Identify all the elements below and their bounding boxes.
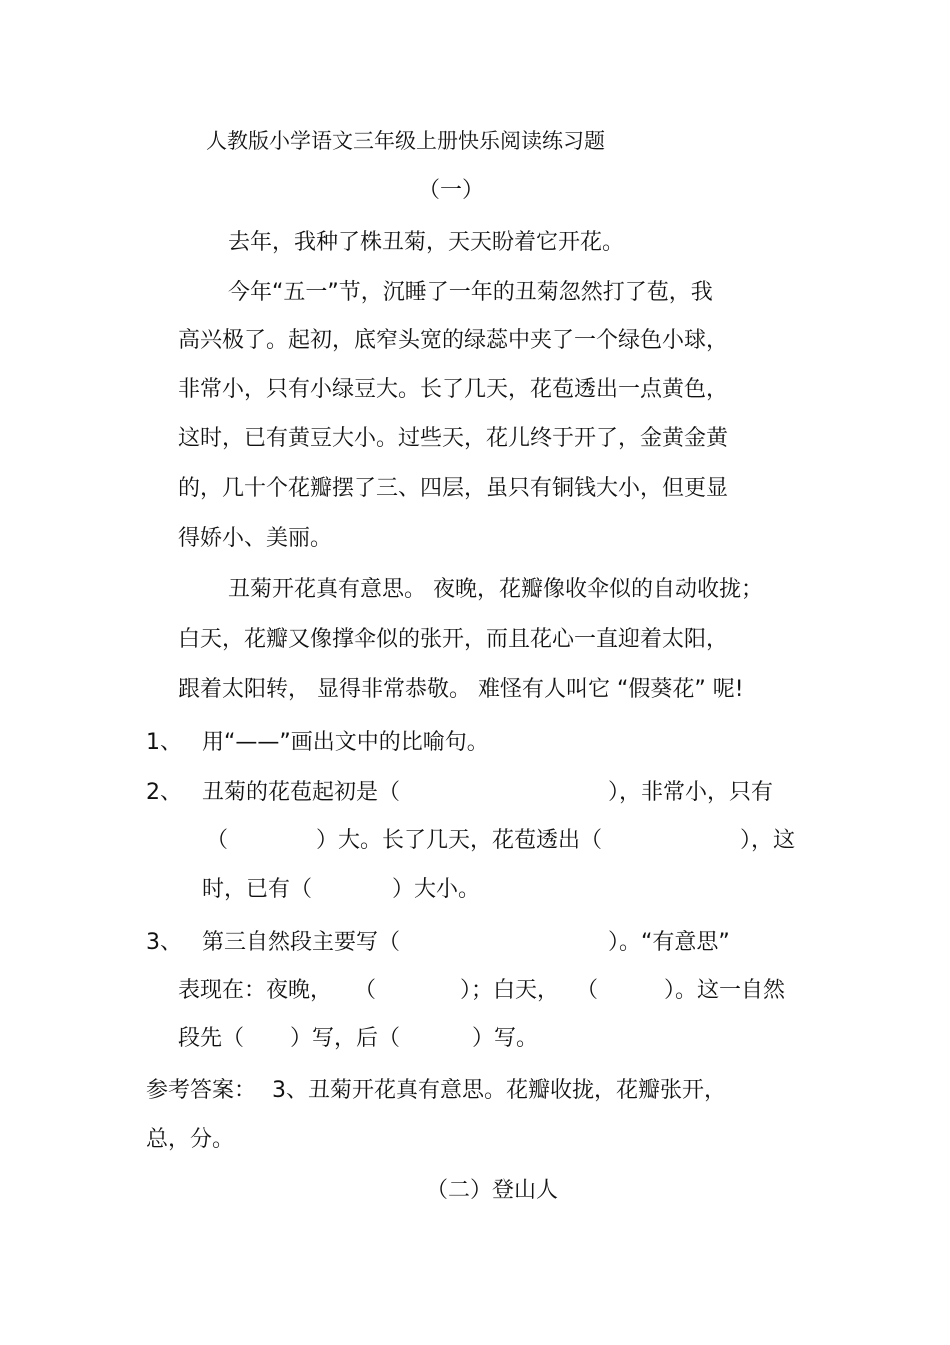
question-2-line-3-end: ）大小。 bbox=[392, 877, 481, 902]
question-3-line-2-middle: ）；白天， bbox=[460, 978, 560, 1003]
question-1-text: 用“——”画出文中的比喻句。 bbox=[202, 730, 489, 755]
question-3-line-2-start: 表现在：夜晚， bbox=[178, 978, 333, 1003]
question-3-line-2-bracket-1: （ bbox=[354, 978, 377, 1003]
section-1-heading: （一） bbox=[418, 178, 485, 203]
passage-paragraph-1: 去年，我种了株丑菊，天天盼着它开花。 bbox=[228, 230, 625, 255]
answer-label: 参考答案： bbox=[146, 1078, 257, 1103]
question-2-line-1-start: 丑菊的花苞起初是（ bbox=[202, 780, 401, 805]
question-2-line-2-end: ），这 bbox=[740, 828, 796, 853]
question-3-line-3-end: ）写。 bbox=[472, 1026, 539, 1051]
passage-p3-line-2: 白天，花瓣又像撑伞似的张开，而且花心一直迎着太阳， bbox=[178, 627, 729, 652]
question-3-line-3-middle: ）写，后（ bbox=[290, 1026, 401, 1051]
question-3-line-3-start: 段先（ bbox=[178, 1026, 245, 1051]
question-3-line-2-bracket-2: （ bbox=[576, 978, 599, 1003]
passage-p2-line-4: 这时，已有黄豆大小。过些天，花儿终于开了，金黄金黄 bbox=[178, 426, 729, 451]
passage-p3-line-1: 丑菊开花真有意思。 夜晚，花瓣像收伞似的自动收拢； bbox=[228, 577, 763, 602]
answer-line-2: 总，分。 bbox=[146, 1127, 235, 1152]
passage-p2-line-5: 的，几十个花瓣摆了三、四层，虽只有铜钱大小，但更显 bbox=[178, 476, 729, 501]
document-title: 人教版小学语文三年级上册快乐阅读练习题 bbox=[206, 129, 605, 153]
section-2-heading: （二）登山人 bbox=[426, 1178, 559, 1203]
question-3-line-1-start: 第三自然段主要写（ bbox=[202, 930, 401, 955]
passage-p3-line-3: 跟着太阳转， 显得非常恭敬。 难怪有人叫它 “假葵花” 呢! bbox=[178, 677, 744, 702]
question-2-line-3-start: 时，已有（ bbox=[202, 877, 313, 902]
passage-p2-line-3: 非常小，只有小绿豆大。长了几天，花苞透出一点黄色， bbox=[178, 377, 729, 402]
question-2-number: 2、 bbox=[146, 780, 182, 805]
passage-p2-line-2: 高兴极了。起初，底窄头宽的绿蕊中夹了一个绿色小球， bbox=[178, 328, 729, 353]
passage-p2-line-6: 得娇小、美丽。 bbox=[178, 526, 333, 551]
answer-line-1: 3、丑菊开花真有意思。花瓣收拢，花瓣张开， bbox=[272, 1078, 726, 1103]
question-3-line-1-end: ）。“有意思” bbox=[608, 930, 730, 955]
question-3-line-2-end: ）。这一自然 bbox=[664, 978, 786, 1003]
question-3-number: 3、 bbox=[146, 930, 182, 955]
question-2-line-2-start: （ bbox=[206, 828, 229, 853]
passage-p2-line-1: 今年“五一”节，沉睡了一年的丑菊忽然打了苞，我 bbox=[228, 280, 713, 305]
question-2-line-1-end: ），非常小，只有 bbox=[608, 780, 774, 805]
question-2-line-2-middle: ）大。长了几天，花苞透出（ bbox=[316, 828, 603, 853]
question-1-number: 1、 bbox=[146, 730, 182, 755]
